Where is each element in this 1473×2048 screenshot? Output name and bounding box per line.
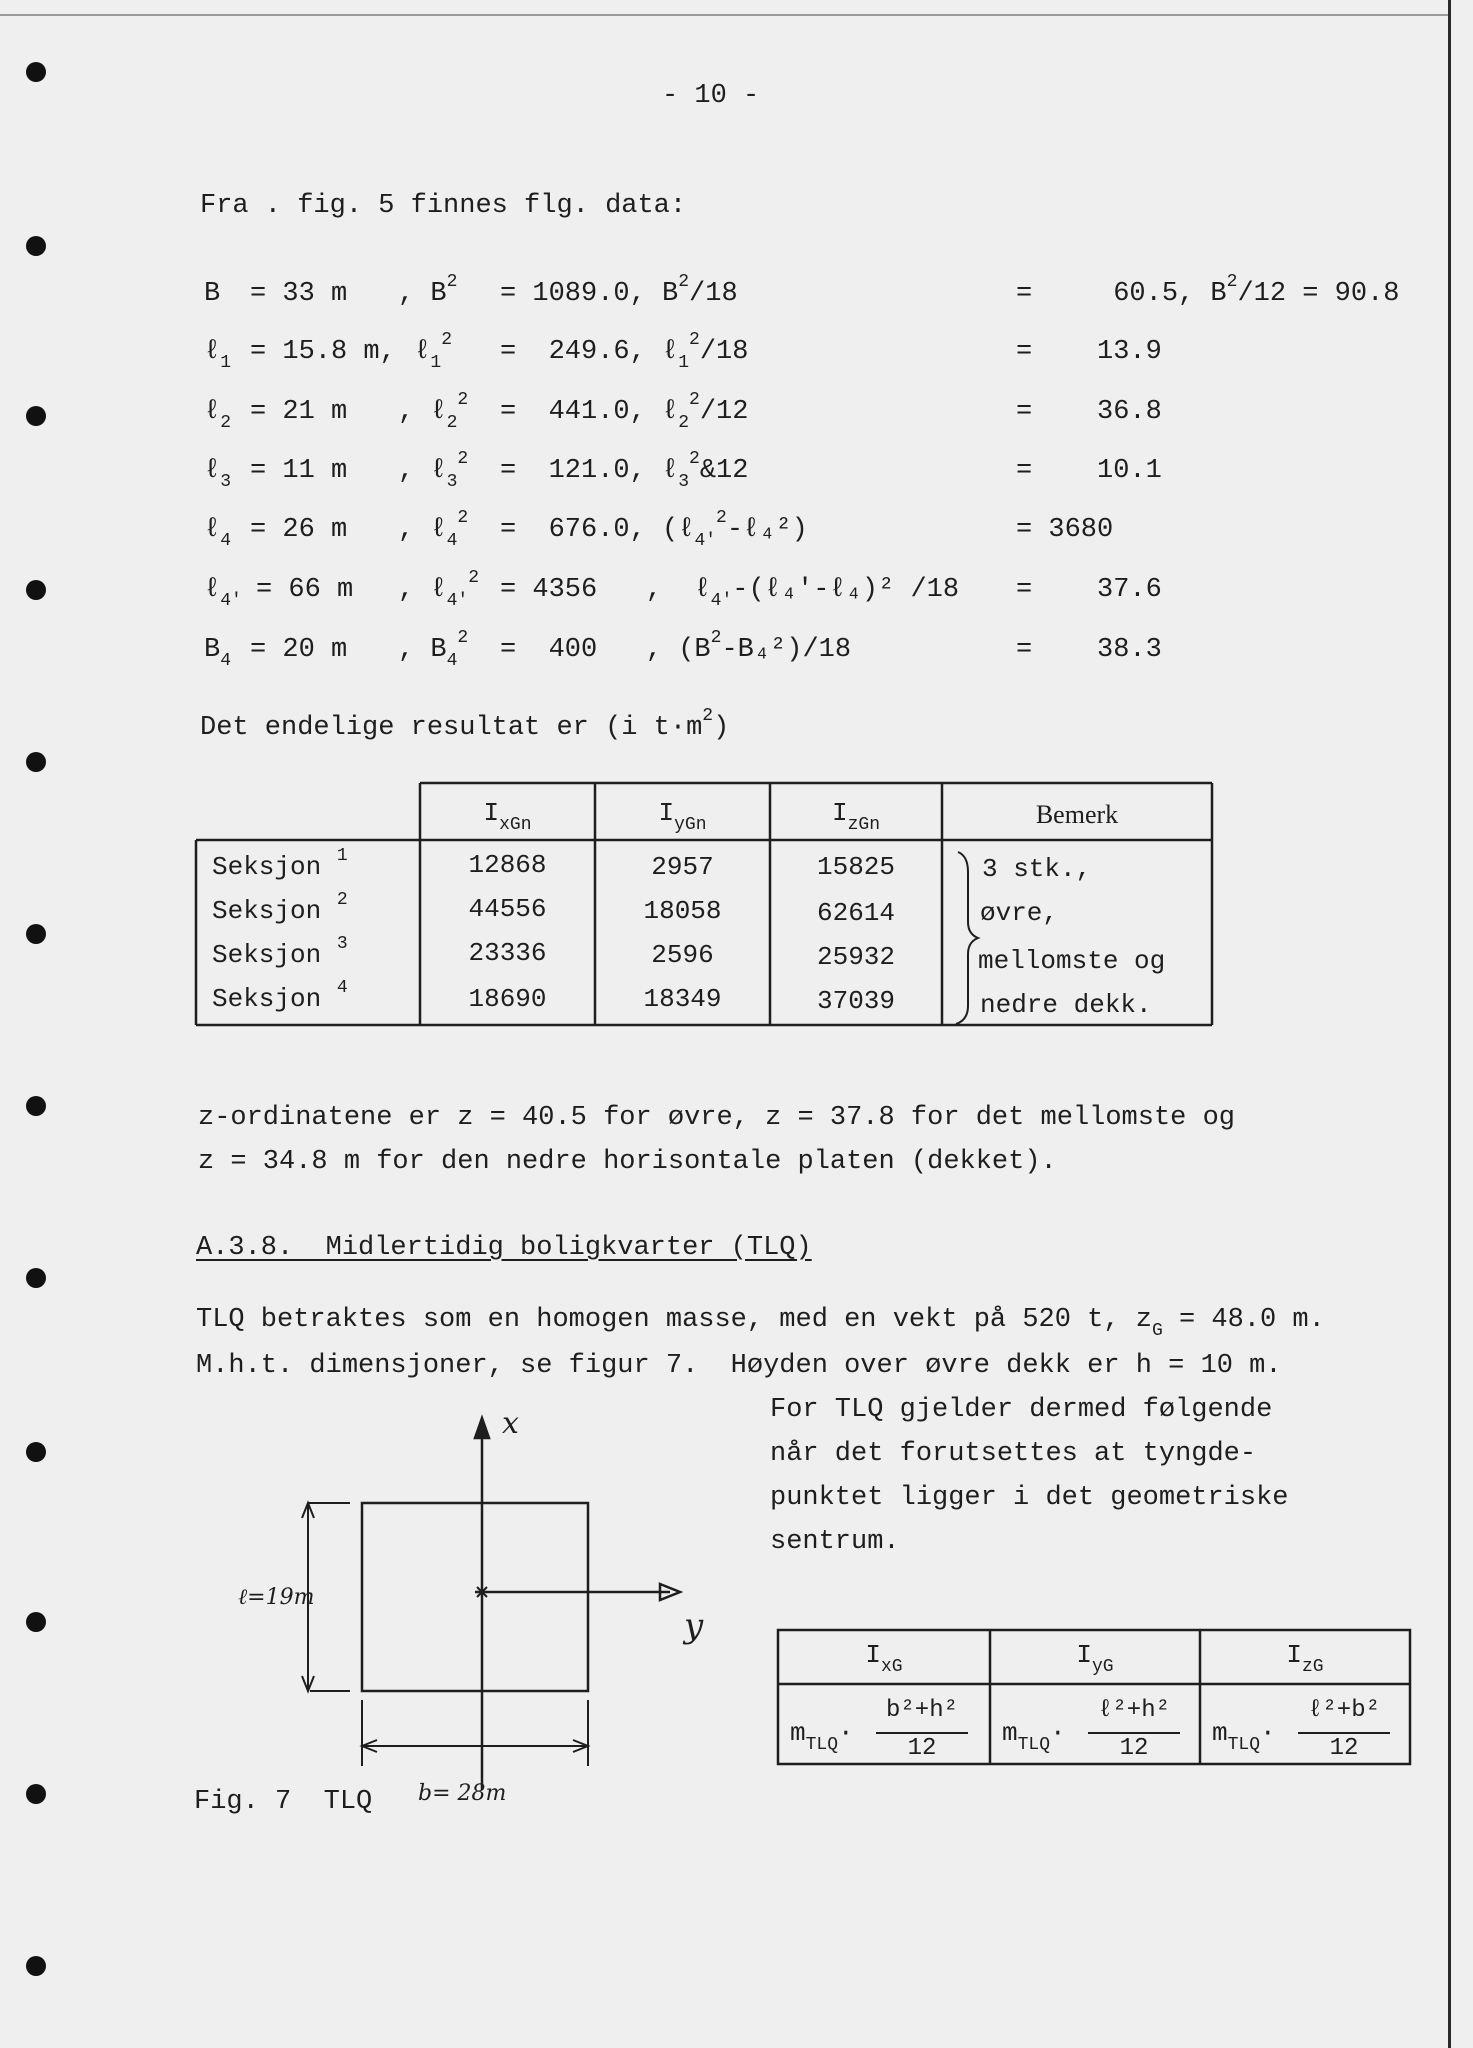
data-line-value: = 66 m [256, 575, 354, 605]
data-line-square: , ℓ$_3^2$ [398, 449, 469, 492]
table1-header-izg: $I_{zGn}$ [831, 798, 880, 835]
table-cell: 37039 [816, 986, 895, 1016]
data-line-value: = 21 m [250, 397, 348, 427]
data-line-square: , ℓ$_{4'}^2$ [398, 568, 480, 611]
table-row-label: Seksjon $^2$ [212, 890, 348, 926]
data-line: ℓ$_1$ [204, 337, 232, 373]
formula-mass: $m_{TLQ}\cdot$ [1212, 1718, 1276, 1755]
data-line-result: = 13.9 [1016, 337, 1162, 367]
data-line-square-value: = 249.6, ℓ$_1^2$/18 [500, 330, 749, 373]
formula-numerator: b²+h² [885, 1697, 958, 1724]
tlq-side-text: sentrum. [770, 1527, 900, 1557]
dimension-b-label: b= 28m [418, 1781, 507, 1806]
data-line-value: = 26 m [250, 515, 348, 545]
page-top-edge [0, 14, 1450, 16]
table1-header-iyg: $I_{yGn}$ [658, 798, 707, 835]
binder-hole [26, 62, 46, 82]
intro-text: Fra . fig. 5 finnes flg. data: [200, 191, 687, 221]
table-cell: 2957 [651, 852, 714, 882]
binder-hole [26, 406, 46, 426]
table2-header-izg: $I_{zG}$ [1286, 1640, 1324, 1677]
formula-denominator: 12 [907, 1735, 937, 1762]
remark-line: mellomste og [978, 946, 1166, 976]
tlq-text-2: M.h.t. dimensjoner, se figur 7. Høyden over øvre dekk er h = 10 m. [196, 1351, 1282, 1381]
data-line-value: = 20 m [250, 635, 348, 665]
z-ordinates-text-1: z-ordinatene er z = 40.5 for øvre, z = 37.8 for det mellomste og [198, 1103, 1235, 1133]
binder-hole [26, 1784, 46, 1804]
formula-mass: $m_{TLQ}\cdot$ [1002, 1718, 1066, 1755]
table-cell: 62614 [816, 898, 895, 928]
remark-line: 3 stk., [982, 854, 1092, 884]
data-line: $B_4$ [204, 635, 232, 671]
table-cell: 12868 [468, 850, 547, 880]
data-line-result: = 3680 [1016, 515, 1114, 545]
formula-numerator: ℓ²+h² [1097, 1697, 1170, 1724]
axis-x-label: x [502, 1406, 519, 1441]
data-line-square-value: = 676.0, (ℓ$_{4'}^2$-ℓ₄²) [500, 508, 808, 551]
table-cell: 18690 [468, 984, 547, 1014]
data-line-result: = 37.6 [1016, 575, 1162, 605]
data-line-square: , ℓ$_4^2$ [398, 508, 469, 551]
figure-caption: Fig. 7 TLQ [194, 1787, 373, 1817]
table-cell: 15825 [816, 852, 895, 882]
table-row-label: Seksjon $^1$ [212, 846, 348, 882]
table1-header-ixg: $I_{xGn}$ [483, 798, 532, 835]
data-line-square-value: = 121.0, ℓ$_3^2$&12 [500, 449, 749, 492]
table1-header-remark: Bemerk [1035, 800, 1119, 829]
binder-hole [26, 1612, 46, 1632]
data-line-result: = 36.8 [1016, 397, 1162, 427]
data-line-square: , ℓ$_2^2$ [398, 390, 469, 433]
table-cell: 18349 [643, 984, 722, 1014]
data-line-square: , $B^2$ [398, 272, 458, 309]
tlq-text-1: TLQ betraktes som en homogen masse, med en vekt på 520 t, $z_G = 48.0$ m. [196, 1305, 1325, 1341]
data-line-result: = 10.1 [1016, 456, 1162, 486]
remark-line: øvre, [980, 898, 1059, 928]
data-line: ℓ$_2$ [204, 397, 232, 433]
dimension-l-label: ℓ=19m [238, 1585, 315, 1610]
data-line: B [204, 279, 221, 309]
table-row-label: Seksjon $^4$ [212, 978, 348, 1014]
binder-hole [26, 1956, 46, 1976]
data-line-square-value: = 4356 , ℓ$_{4'}$-(ℓ₄'-ℓ₄)² /18 [500, 575, 960, 611]
data-line-square-value: = 441.0, ℓ$_2^2$/12 [500, 390, 749, 433]
data-line-result: = 60.5, $B^2/12 = 90.8$ [1016, 272, 1400, 309]
data-line: ℓ$_3$ [204, 456, 232, 492]
result-intro: Det endelige resultat er (i $t\cdot m^2$) [200, 706, 730, 743]
data-line-value: = 15.8 m, [250, 337, 396, 367]
binder-hole [26, 1442, 46, 1462]
data-line-value: = 33 m [250, 279, 348, 309]
data-line: ℓ$_4$ [204, 515, 232, 551]
table-cell: 18058 [643, 896, 722, 926]
data-line-result: = 38.3 [1016, 635, 1162, 665]
data-line-square: ℓ$_1^2$ [398, 330, 453, 373]
binder-hole [26, 924, 46, 944]
page-right-edge [1448, 0, 1451, 2048]
binder-hole [26, 1268, 46, 1288]
section-heading: A.3.8. Midlertidig boligkvarter (TLQ) [196, 1233, 812, 1263]
page-number: - 10 - [662, 81, 760, 111]
tlq-side-text: punktet ligger i det geometriske [770, 1483, 1289, 1513]
axis-y-label: y [684, 1606, 704, 1646]
table2-header-iyg: $I_{yG}$ [1076, 1640, 1114, 1677]
formula-denominator: 12 [1119, 1735, 1149, 1762]
data-line-square-value: = 1089.0, $B^2/18$ [500, 272, 738, 309]
table2-header-ixg: $I_{xG}$ [865, 1640, 903, 1677]
table-cell: 44556 [468, 894, 547, 924]
data-line-square: , $B_4^2$ [398, 628, 469, 671]
tlq-side-text: For TLQ gjelder dermed følgende [770, 1395, 1273, 1425]
binder-hole [26, 236, 46, 256]
tlq-side-text: når det forutsettes at tyngde- [770, 1439, 1257, 1469]
binder-hole [26, 752, 46, 772]
data-line-square-value: = 400 , $(B^2-B_4^2)/18$ [500, 628, 852, 665]
data-line-value: = 11 m [250, 456, 348, 486]
remark-line: nedre dekk. [980, 990, 1152, 1020]
table-cell: 2596 [651, 940, 714, 970]
table-cell: 23336 [468, 938, 547, 968]
table-row-label: Seksjon $^3$ [212, 934, 348, 970]
table-cell: 25932 [816, 942, 895, 972]
formula-denominator: 12 [1329, 1735, 1359, 1762]
binder-hole [26, 1096, 46, 1116]
z-ordinates-text-2: z = 34.8 m for den nedre horisontale platen (dekket). [198, 1147, 1057, 1177]
formula-mass: $m_{TLQ}\cdot$ [790, 1718, 854, 1755]
formula-numerator: ℓ²+b² [1307, 1697, 1380, 1724]
data-line: ℓ$_{4'}$ [204, 575, 242, 611]
binder-hole [26, 580, 46, 600]
